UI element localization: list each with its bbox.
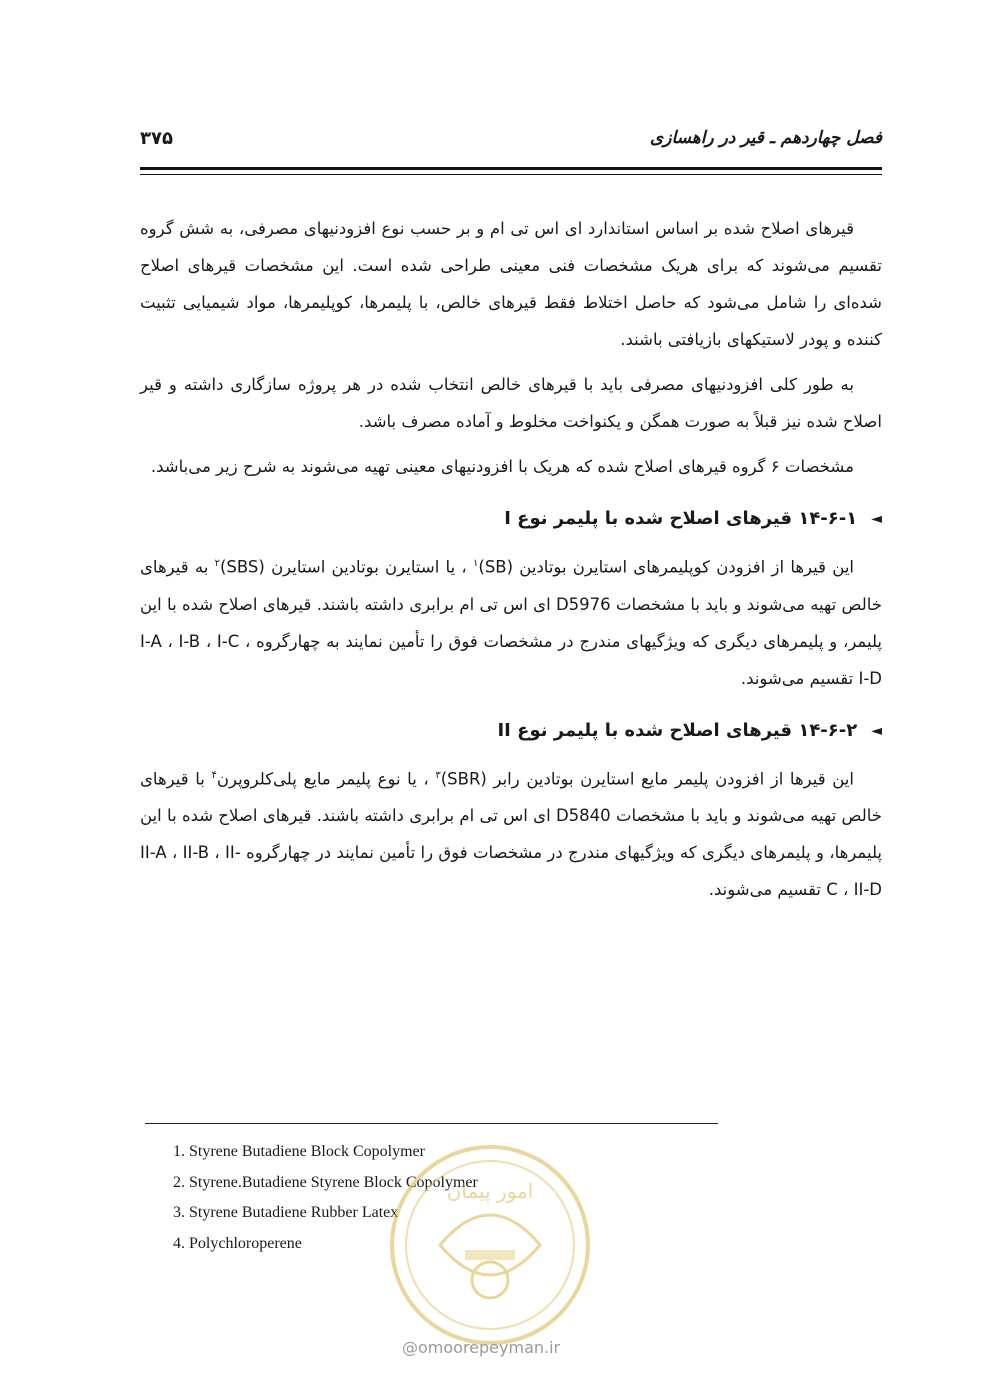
footnote-ref: ۳ xyxy=(435,769,441,781)
page-number: ۳۷۵ xyxy=(140,128,173,149)
bullet-icon: ◄ xyxy=(871,511,882,527)
text-run: این قیرها از افزودن پلیمر مایع استایرن بوتادین رابر (SBR) xyxy=(440,769,854,788)
section-heading-text: ۱۴-۶-۲ قیرهای اصلاح شده با پلیمر نوع II xyxy=(497,719,858,741)
header-rule-thin xyxy=(140,174,882,175)
header-rule-thick xyxy=(140,167,882,170)
paragraph: قیرهای اصلاح شده بر اساس استاندارد ای اس تی ام و بر حسب نوع افزودنیهای مصرفی، به شش گروه تقسیم می‌شوند که برای هریک مشخصات فنی معینی طراحی شده است. این مشخصات قیرهای اصلاح شده‌ای را شامل می‌شود که حاصل اختلاط فقط قیرهای خالص، با پلیمرها، کوپلیمرها، مواد شیمیایی تثبیت کننده و پودر لاستیکهای بازیافتی باشند. xyxy=(140,219,882,349)
paragraph xyxy=(140,545,882,697)
paragraph: به طور کلی افزودنیهای مصرفی باید با قیرهای خالص انتخاب شده در هر پروژه سازگاری داشته و قیر اصلاح شده نیز قبلاً به صورت همگن و یکنواخت مخلوط و آماده مصرف باشد. xyxy=(140,375,882,431)
page-body xyxy=(140,210,882,916)
footnote: 1. Styrene Butadiene Block Copolymer xyxy=(173,1143,425,1160)
chapter-title: فصل چهاردهم ـ قیر در راهسازی xyxy=(649,128,882,148)
footnote-ref: ۴ xyxy=(211,769,217,781)
section-heading xyxy=(140,711,882,751)
paragraph xyxy=(140,757,882,909)
footnote: 3. Styrene Butadiene Rubber Latex xyxy=(173,1204,399,1221)
watermark: @omoorepeyman.ir xyxy=(402,1338,561,1357)
bullet-icon: ◄ xyxy=(871,722,882,739)
footnote: 2. Styrene.Butadiene Styrene Block Copolymer xyxy=(173,1173,478,1191)
text-run: این قیرها از افزودن کوپلیمرهای استایرن بوتادین (SB) xyxy=(478,557,855,577)
stamp-text: امور پیمان xyxy=(446,1179,534,1203)
footnote-ref: ۱ xyxy=(473,558,479,569)
footnote-ref: ۲ xyxy=(214,558,220,569)
text-run: به قیرهای خالص تهیه می‌شوند و باید با مشخصات D5976 ای اس تی ام برابری داشته باشند. قیرهای اصلاح شده با این پلیمر، و پلیمرهای دیگری که ویژگیهای مندرج در مشخصات فوق را تأمین نمایند به چهارگروه I-A ، I-B ، I-C ، I-D تقسیم می‌شوند. xyxy=(140,557,882,688)
paragraph: مشخصات ۶ گروه قیرهای اصلاح شده که هریک با افزودنیهای معینی تهیه می‌شوند به شرح زیر می‌باشد. xyxy=(150,457,854,476)
text-run: ، یا نوع پلیمر مایع پلی‌کلروپرن xyxy=(216,769,436,788)
stamp-logo-icon xyxy=(385,1140,595,1350)
footnote: 4. Polychloroperene xyxy=(173,1234,302,1252)
section-heading-text: ۱۴-۶-۱ قیرهای اصلاح شده با پلیمر نوع I xyxy=(504,508,858,529)
text-run: با قیرهای خالص تهیه می‌شوند و باید با مشخصات D5840 ای اس تی ام برابری داشته باشند. قیرهای اصلاح شده با این پلیمرها، و پلیمرهای دیگری که ویژگیهای مندرج در مشخصات فوق را تأمین نمایند در چهارگروه II-A ، II-B ، II-C ، II-D تقسیم می‌شوند. xyxy=(140,769,882,899)
footnote-rule xyxy=(145,1123,718,1124)
section-heading xyxy=(140,499,882,539)
page-header xyxy=(140,128,882,158)
text-run: ، یا استایرن بوتادین استایرن (SBS) xyxy=(219,557,473,577)
